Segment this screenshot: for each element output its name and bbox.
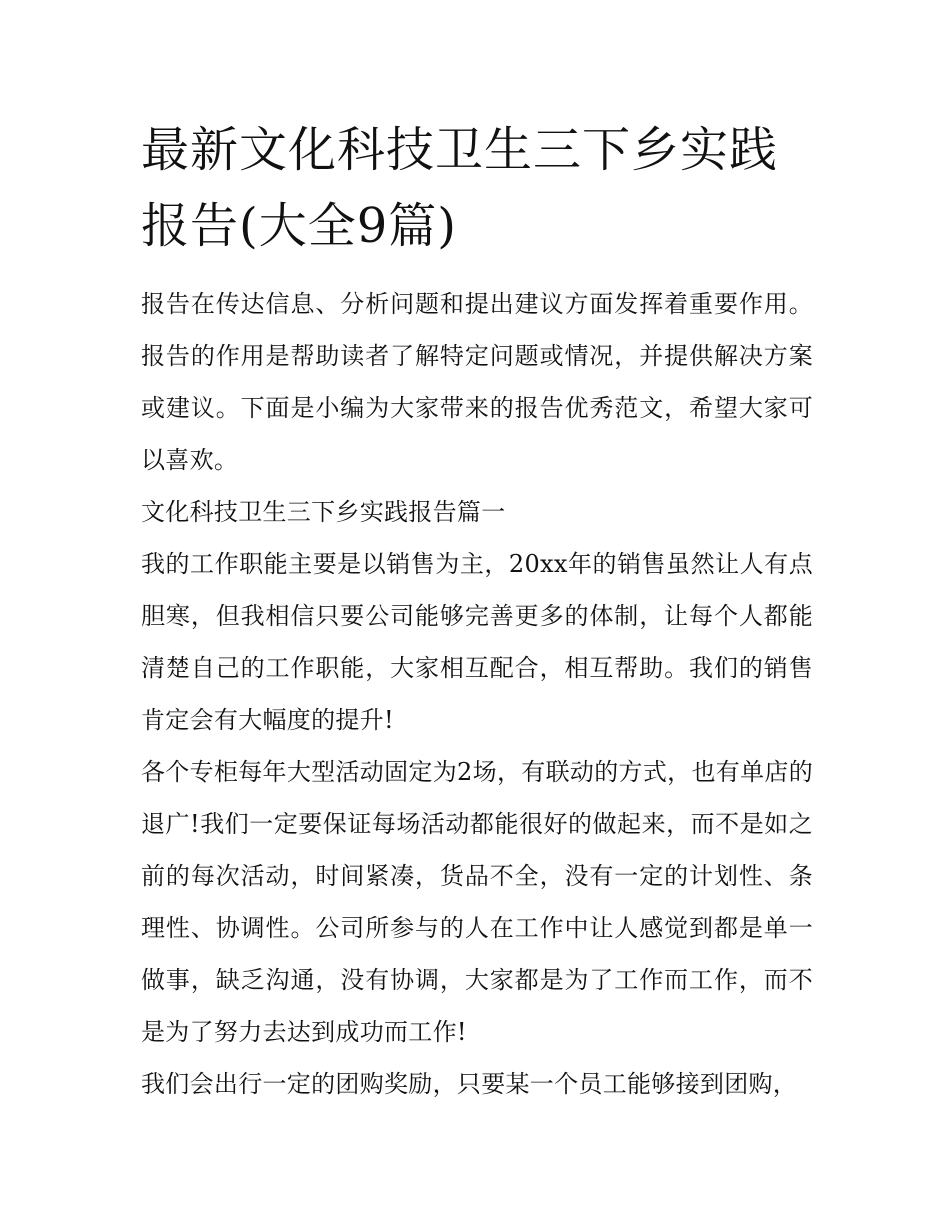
document-title: 最新文化科技卫生三下乡实践报告(大全9篇) <box>141 122 779 254</box>
section-heading: 文化科技卫生三下乡实践报告篇一 <box>141 498 506 526</box>
body-paragraph: 我们会出行一定的团购奖励，只要某一个员工能够接到团购， <box>141 1070 798 1098</box>
intro-paragraph: 报告在传达信息、分析问题和提出建议方面发挥着重要作用。报告的作用是帮助读者了解特定问题或情况，并提供解决方案或建议。下面是小编为大家带来的报告优秀范文，希望大家可以喜欢。 <box>141 290 813 474</box>
document-body <box>141 112 813 1110</box>
body-paragraph: 我的工作职能主要是以销售为主，20xx年的销售虽然让人有点胆寒，但我相信只要公司能够完善更多的体制，让每个人都能清楚自己的工作职能，大家相互配合，相互帮助。我们的销售肯定会有大幅度的提升! <box>141 550 813 734</box>
body-paragraph: 各个专柜每年大型活动固定为2场，有联动的方式，也有单店的退广!我们一定要保证每场活动都能很好的做起来，而不是如之前的每次活动，时间紧凑，货品不全，没有一定的计划性、条理性、协调性。公司所参与的人在工作中让人感觉到都是单一做事，缺乏沟通，没有协调，大家都是为了工作而工作，而不是为了努力去达到成功而工作! <box>141 758 813 1046</box>
